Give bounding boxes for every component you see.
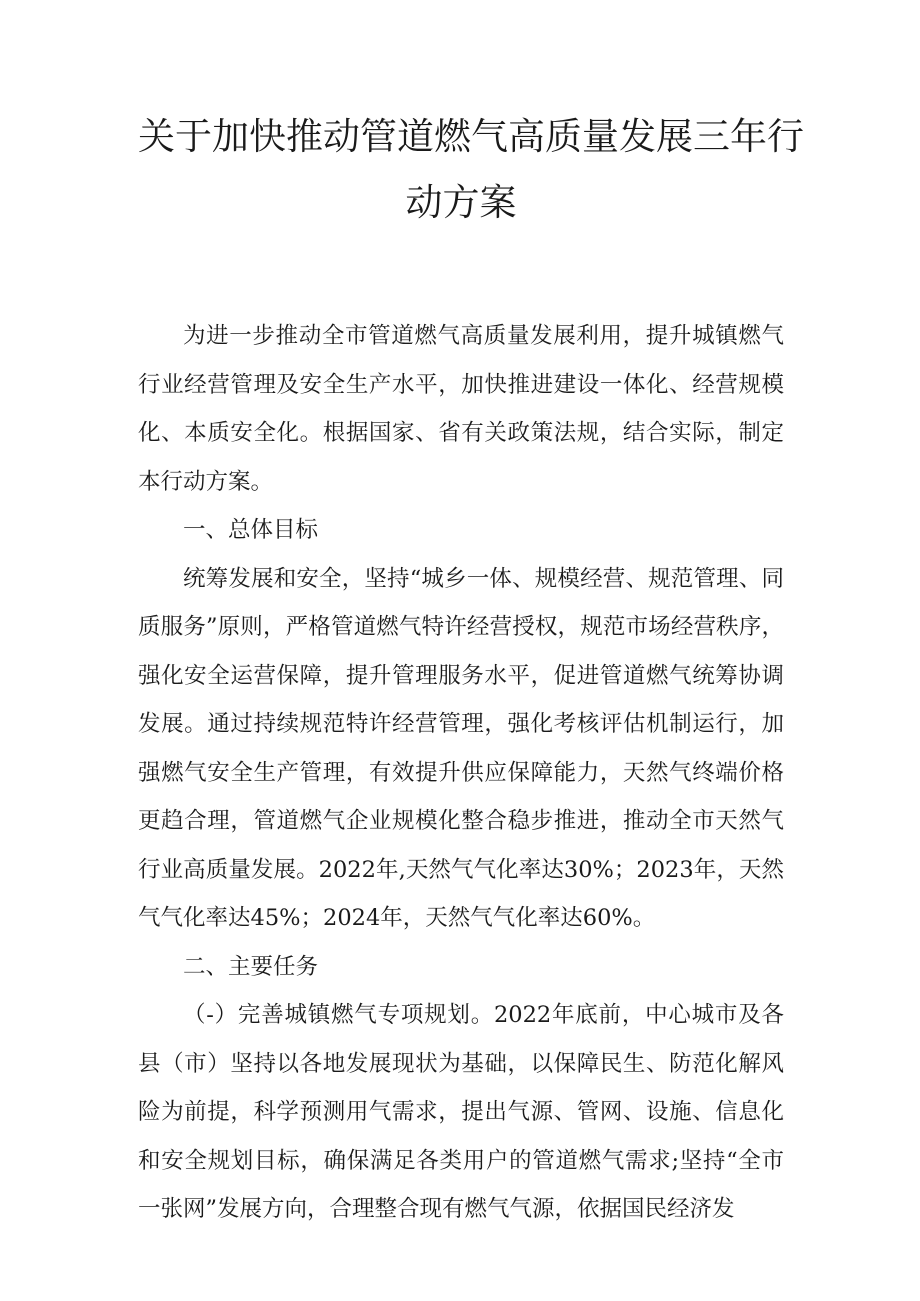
intro-paragraph: 为进一步推动全市管道燃气高质量发展利用，提升城镇燃气行业经营管理及安全生产水平，加快推进建设一体化、经营规模化、本质安全化。根据国家、省有关政策法规，结合实际，制定本行动方案。: [138, 323, 784, 495]
document-title-line-2: 动方案: [405, 181, 517, 224]
main-tasks-item-1-paragraph: （-）完善城镇燃气专项规划。2022年底前，中心城市及各县（市）坚持以各地发展现状为基础，以保障民生、防范化解风险为前提，科学预测用气需求，提出气源、管网、设施、信息化和安全规划目标，确保满足各类用户的管道燃气需求;坚持“全市一张网”发展方向，合理整合现有燃气气源，依据国民经济发: [138, 1002, 784, 1222]
document-title-line-1: 关于加快推动管道燃气高质量发展三年行: [138, 115, 804, 158]
section-heading-main-tasks: 二、主要任务: [183, 953, 319, 980]
overall-goals-paragraph: 统筹发展和安全，坚持“城乡一体、规模经营、规范管理、同质服务”原则，严格管道燃气特许经营授权，规范市场经营秩序，强化安全运营保障，提升管理服务水平，促进管道燃气统筹协调发展。通过持续规范特许经营管理，强化考核评估机制运行，加强燃气安全生产管理，有效提升供应保障能力，天然气终端价格更趋合理，管道燃气企业规模化整合稳步推进，推动全市天然气行业高质量发展。2022年,天然气气化率达30%；2023年，天然气气化率达45%；2024年，天然气气化率达60%。: [138, 565, 784, 931]
document-body: [138, 312, 784, 1234]
document-title: [138, 0, 804, 236]
section-heading-overall-goals: 一、总体目标: [183, 517, 319, 543]
